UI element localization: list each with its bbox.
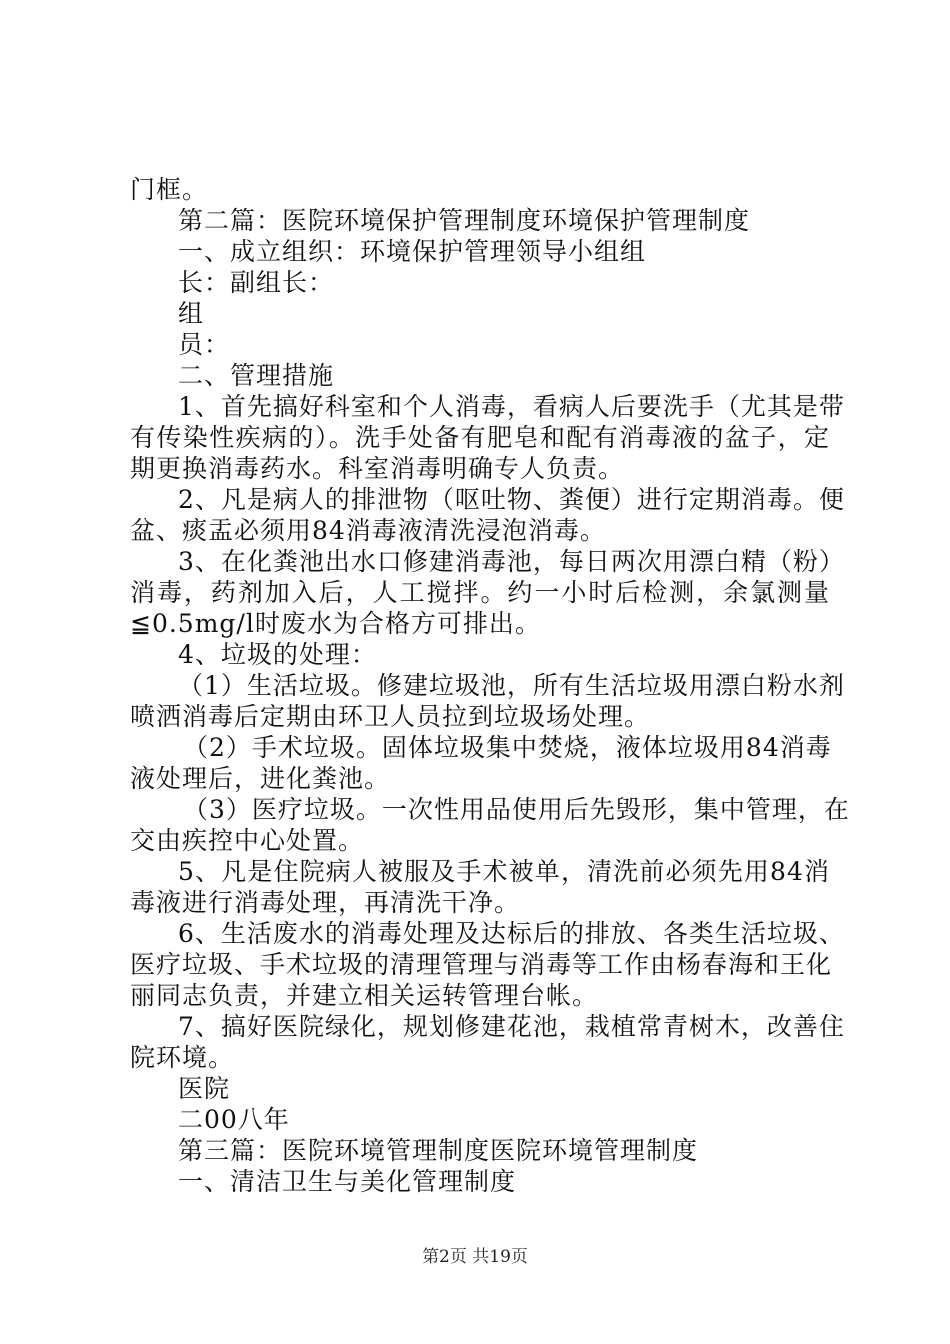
text-line: 二、管理措施 [178, 361, 335, 390]
text-line: 喷洒消毒后定期由环卫人员拉到垃圾场处理。 [130, 702, 651, 731]
text-line: 1、首先搞好科室和个人消毒，看病人后要洗手（尤其是带 [178, 392, 845, 421]
text-line: 交由疾控中心处置。 [130, 826, 365, 855]
text-line: 一、成立组织：环境保护管理领导小组组 [178, 237, 647, 266]
text-line: 二00八年 [178, 1105, 290, 1134]
text-line: 医院 [178, 1074, 231, 1103]
text-line: 3、在化粪池出水口修建消毒池，每日两次用漂白精（粉） [178, 547, 845, 576]
text-line: 消毒，药剂加入后，人工搅拌。约一小时后检测，余氯测量 [130, 578, 830, 607]
section-heading: 第三篇：医院环境管理制度医院环境管理制度 [178, 1136, 699, 1165]
text-line: 丽同志负责，并建立相关运转管理台帐。 [130, 981, 599, 1010]
text-line: 4、垃圾的处理： [178, 640, 377, 669]
text-line: 一、清洁卫生与美化管理制度 [178, 1167, 517, 1196]
text-line: 液处理后，进化粪池。 [130, 764, 391, 793]
text-line: （2）手术垃圾。固体垃圾集中焚烧，液体垃圾用84消毒 [183, 733, 832, 762]
text-line: （3）医疗垃圾。一次性用品使用后先毁形，集中管理，在 [183, 795, 850, 824]
text-line: 期更换消毒药水。科室消毒明确专人负责。 [130, 454, 625, 483]
text-line: 组 [178, 299, 205, 328]
text-line: 门框。 [130, 175, 209, 204]
text-line: 有传染性疾病的）。洗手处备有肥皂和配有消毒液的盆子，定 [130, 423, 830, 452]
section-heading: 第二篇：医院环境保护管理制度环境保护管理制度 [178, 206, 751, 235]
text-line: 长：副组长： [178, 268, 335, 297]
text-line: 员： [178, 330, 231, 359]
text-line: 毒液进行消毒处理，再清洗干净。 [130, 888, 521, 917]
text-line: 2、凡是病人的排泄物（呕吐物、粪便）进行定期消毒。便 [178, 485, 845, 514]
text-line: 医疗垃圾、手术垃圾的清理管理与消毒等工作由杨春海和王化 [130, 950, 833, 979]
text-line: （1）生活垃圾。修建垃圾池，所有生活垃圾用漂白粉水剂 [178, 671, 845, 700]
text-line: 院环境。 [130, 1043, 235, 1072]
text-line: 5、凡是住院病人被服及手术被单，清洗前必须先用84消 [178, 857, 830, 886]
text-line: 7、搞好医院绿化，规划修建花池，栽植常青树木，改善住 [178, 1012, 845, 1041]
page-footer: 第2页 共19页 [422, 1247, 528, 1267]
text-line: 盆、痰盂必须用84消毒液清洗浸泡消毒。 [130, 516, 606, 545]
text-line: ≦0.5mg/l时废水为合格方可排出。 [130, 609, 541, 638]
text-line: 6、生活废水的消毒处理及达标后的排放、各类生活垃圾、 [178, 919, 845, 948]
